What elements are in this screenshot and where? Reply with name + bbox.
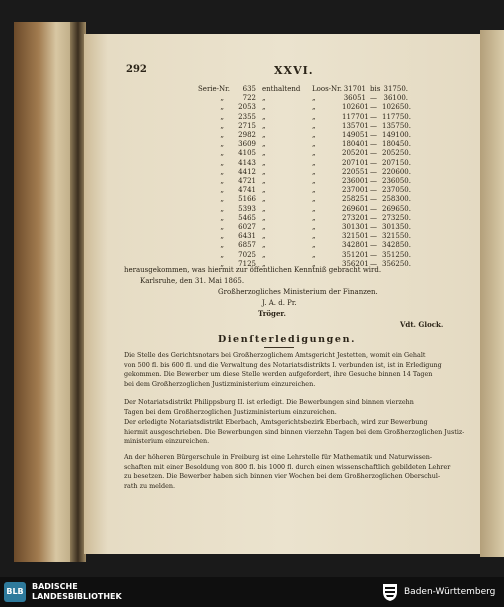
serie-number: 6027 <box>238 223 256 232</box>
ditto-mark: „ <box>262 232 266 241</box>
ditto-mark: „ <box>262 250 266 259</box>
ditto-mark: „ <box>262 177 266 186</box>
paragraph-3 <box>124 418 464 447</box>
range-dash: — <box>370 131 377 140</box>
ditto-mark: „ <box>262 167 266 176</box>
range-dash: — <box>370 250 377 259</box>
paragraph-1 <box>124 351 464 390</box>
ditto-mark: „ <box>262 204 266 213</box>
range-dash: — <box>370 213 377 222</box>
lottery-row <box>198 213 411 223</box>
lottery-row <box>198 94 408 103</box>
paragraph-line: zu besetzen. Die Bewerber haben sich binnen vier Wochen bei dem Großherzoglichen Oberschul- <box>124 472 441 481</box>
paragraph-line: bei dem Großherzoglichen Justizministerium einzureichen. <box>124 380 316 389</box>
library-name-line-1: BADISCHE <box>32 582 78 591</box>
paragraph-line: rath zu melden. <box>124 482 176 491</box>
loos-from: 31701 <box>343 85 366 93</box>
loos-from: 351201 <box>342 250 369 259</box>
serie-number: 4143 <box>238 158 256 167</box>
lottery-header-loos: Loos-Nr. <box>312 85 342 93</box>
loos-from: 207101 <box>342 158 369 167</box>
ditto-mark: „ <box>312 112 316 121</box>
state-name[interactable]: Baden-Württemberg <box>404 587 496 597</box>
paragraph-line: ministerium einzureichen. <box>124 437 210 446</box>
page-number: 292 <box>126 64 147 75</box>
loos-to: 301350. <box>382 223 411 232</box>
loos-from: 236001 <box>342 177 369 186</box>
serie-number: 7125 <box>238 259 256 268</box>
loos-to: 237050. <box>382 186 411 195</box>
ditto-mark: „ <box>220 112 224 121</box>
range-dash: — <box>370 112 377 121</box>
ditto-mark: „ <box>262 121 266 130</box>
ditto-mark: „ <box>262 131 266 140</box>
ditto-mark: „ <box>312 195 316 204</box>
ditto-mark: „ <box>312 131 316 140</box>
loos-from: 102601 <box>342 103 369 112</box>
ditto-mark: „ <box>262 149 266 158</box>
paragraph-line: hiermit ausgeschrieben. Die Bewerbungen sind binnen vierzehn Tagen bei dem Großherzoglichen Justiz- <box>124 427 464 436</box>
ditto-mark: „ <box>262 94 266 103</box>
range-dash: — <box>370 232 377 241</box>
serie-number: 722 <box>242 94 256 103</box>
loos-to: 220600. <box>382 167 411 176</box>
signoff-line: Karlsruhe, den 31. Mai 1865. <box>140 277 245 285</box>
lottery-row <box>198 121 411 131</box>
paragraph-4 <box>124 453 464 492</box>
lottery-row <box>198 140 411 149</box>
lottery-row <box>198 250 411 260</box>
serie-number: 5393 <box>238 204 256 213</box>
signer-name: Tröger. <box>258 309 286 318</box>
ditto-mark: „ <box>220 259 224 268</box>
paragraph-line: Der erledigte Notariatsdistrikt Eberbach, Amtsgerichtsbezirk Eberbach, wird zur Bewerbung <box>124 418 428 426</box>
serie-number: 7025 <box>238 250 256 259</box>
serie-number: 2715 <box>238 121 256 130</box>
lottery-row <box>198 158 411 168</box>
serie-number: 2053 <box>238 103 256 112</box>
ditto-mark: „ <box>312 158 316 167</box>
serie-number: 4105 <box>238 149 256 158</box>
left-page-edge <box>14 22 74 562</box>
loos-to: 205250. <box>382 149 411 158</box>
serie-number: 2982 <box>238 131 256 140</box>
ditto-mark: „ <box>220 167 224 176</box>
serie-number: 5166 <box>238 195 256 204</box>
ditto-mark: „ <box>220 232 224 241</box>
ditto-mark: „ <box>262 158 266 167</box>
ditto-mark: „ <box>220 131 224 140</box>
ministry-line: Großherzogliches Ministerium der Finanzen. <box>218 288 378 296</box>
ditto-mark: „ <box>220 140 224 149</box>
ditto-mark: „ <box>312 213 316 222</box>
serie-number: 635 <box>242 85 256 93</box>
ditto-mark: „ <box>262 259 266 268</box>
state-crest-icon <box>380 582 400 602</box>
blb-logo[interactable]: BLB <box>4 582 26 602</box>
ditto-mark: „ <box>262 103 266 112</box>
loos-to: 207150. <box>382 158 411 167</box>
lottery-row <box>198 112 411 122</box>
loos-to: 269650. <box>382 204 411 213</box>
range-dash: — <box>370 167 377 176</box>
range-dash: — <box>370 259 377 268</box>
ditto-mark: „ <box>312 177 316 186</box>
serie-number: 4412 <box>238 167 256 176</box>
ditto-mark: „ <box>262 241 266 250</box>
range-dash: — <box>370 149 377 158</box>
ditto-mark: „ <box>220 213 224 222</box>
range-dash: — <box>370 94 377 103</box>
loos-to: 321550. <box>382 232 411 241</box>
ditto-mark: „ <box>312 94 316 103</box>
loos-to: 31750. <box>383 85 408 93</box>
serie-number: 2355 <box>238 112 256 121</box>
range-dash: — <box>370 186 377 195</box>
ditto-mark: „ <box>220 241 224 250</box>
serie-number: 6857 <box>238 241 256 250</box>
loos-to: 258300. <box>382 195 411 204</box>
lottery-header-serie: Serie-Nr. <box>198 85 230 93</box>
ditto-mark: „ <box>312 103 316 112</box>
paragraph-line: Tagen bei dem Großherzoglichen Justizministerium einzureichen. <box>124 407 337 416</box>
paragraph-2 <box>124 398 464 417</box>
ditto-mark: „ <box>312 223 316 232</box>
lottery-row <box>198 167 411 177</box>
loos-to: 36100. <box>383 94 408 103</box>
ditto-mark: „ <box>220 204 224 213</box>
lottery-header-enthaltend: enthaltend <box>262 85 301 93</box>
ditto-mark: „ <box>220 250 224 259</box>
paragraph-line: von 500 fl. bis 600 fl. und die Verwaltung des Notariatsdistrikts I. verbunden ist, ist in Erledigung <box>124 360 442 369</box>
range-dash: — <box>370 195 377 204</box>
ditto-mark: „ <box>312 167 316 176</box>
bis-word: bis <box>370 85 381 93</box>
loos-from: 342801 <box>342 241 369 250</box>
loos-from: 205201 <box>342 149 369 158</box>
serie-number: 3609 <box>238 140 256 149</box>
serie-number: 4721 <box>238 177 256 186</box>
ditto-mark: „ <box>262 223 266 232</box>
paragraph-line: Die Stelle des Gerichtsnotars bei Großherzoglichem Amtsgericht Jestetten, womit ein Gehalt <box>124 351 426 359</box>
ditto-mark: „ <box>220 94 224 103</box>
ditto-mark: „ <box>220 195 224 204</box>
loos-to: 180450. <box>382 140 411 149</box>
library-name[interactable] <box>32 582 122 602</box>
loos-to: 236050. <box>382 177 411 186</box>
loos-from: 301301 <box>342 223 369 232</box>
ditto-mark: „ <box>220 103 224 112</box>
loos-from: 220551 <box>342 167 369 176</box>
ditto-mark: „ <box>312 140 316 149</box>
loos-to: 356250. <box>382 259 411 268</box>
loos-from: 269601 <box>342 204 369 213</box>
ditto-mark: „ <box>312 204 316 213</box>
loos-from: 237001 <box>342 186 369 195</box>
ditto-mark: „ <box>312 241 316 250</box>
range-dash: — <box>370 223 377 232</box>
ditto-mark: „ <box>220 121 224 130</box>
range-dash: — <box>370 103 377 112</box>
ditto-mark: „ <box>262 213 266 222</box>
lottery-row <box>198 103 411 112</box>
serie-number: 4741 <box>238 186 256 195</box>
countersigner-name: Vdt. Glock. <box>400 320 444 329</box>
paragraph-line: schaften mit einer Besoldung von 800 fl. bis 1000 fl. durch einen wissenschaftlich gebildeten Lehrer <box>124 462 451 471</box>
section-heading: Dienſterledigungen. <box>218 334 356 345</box>
loos-from: 258251 <box>342 195 369 204</box>
lottery-row <box>198 85 408 94</box>
loos-to: 102650. <box>382 103 411 112</box>
serie-number: 5465 <box>238 213 256 222</box>
section-number: XXVI. <box>274 64 314 77</box>
lottery-row <box>198 149 411 158</box>
lottery-row <box>198 177 411 186</box>
ditto-mark: „ <box>262 112 266 121</box>
loos-from: 36051 <box>343 94 366 103</box>
ditto-mark: „ <box>312 149 316 158</box>
ditto-mark: „ <box>220 158 224 167</box>
loos-to: 273250. <box>382 213 411 222</box>
lottery-row <box>198 241 411 250</box>
loos-from: 117701 <box>342 112 369 121</box>
loos-to: 149100. <box>382 131 411 140</box>
abbreviation-line: J. A. d. Pr. <box>262 299 297 307</box>
range-dash: — <box>370 204 377 213</box>
ditto-mark: „ <box>220 186 224 195</box>
right-page-edge <box>480 30 504 557</box>
range-dash: — <box>370 158 377 167</box>
ditto-mark: „ <box>312 250 316 259</box>
ditto-mark: „ <box>312 232 316 241</box>
loos-from: 321501 <box>342 232 369 241</box>
lottery-row <box>198 195 411 204</box>
ditto-mark: „ <box>262 195 266 204</box>
range-dash: — <box>370 177 377 186</box>
library-name-line-2: LANDESBIBLIOTHEK <box>32 592 122 601</box>
ditto-mark: „ <box>312 121 316 130</box>
ditto-mark: „ <box>220 177 224 186</box>
loos-from: 135701 <box>342 121 369 130</box>
loos-from: 356201 <box>342 259 369 268</box>
serie-number: 6431 <box>238 232 256 241</box>
ditto-mark: „ <box>312 186 316 195</box>
ditto-mark: „ <box>312 259 316 268</box>
ditto-mark: „ <box>220 149 224 158</box>
lottery-row <box>198 186 411 195</box>
lottery-row <box>198 223 411 232</box>
lottery-table <box>198 85 411 269</box>
paragraph-line: gekommen. Die Bewerber um diese Stelle werden aufgefordert, ihre Gesuche binnen 14 Tagen <box>124 370 433 379</box>
loos-to: 342850. <box>382 241 411 250</box>
loos-to: 135750. <box>382 121 411 130</box>
range-dash: — <box>370 121 377 130</box>
ditto-mark: „ <box>220 223 224 232</box>
ditto-mark: „ <box>262 186 266 195</box>
notice-line: herausgekommen, was hiermit zur öffentlichen Kenntniß gebracht wird. <box>124 266 382 274</box>
loos-to: 117750. <box>382 112 411 121</box>
lottery-row <box>198 204 411 214</box>
paragraph-line: Der Notariatsdistrikt Philippsburg II. ist erledigt. Die Bewerbungen sind binnen vierzehn <box>124 398 414 406</box>
ditto-mark: „ <box>262 140 266 149</box>
loos-to: 351250. <box>382 250 411 259</box>
range-dash: — <box>370 140 377 149</box>
range-dash: — <box>370 241 377 250</box>
paragraph-line: An der höheren Bürgerschule in Freiburg ist eine Lehrstelle für Mathematik und Naturwissen- <box>124 453 433 461</box>
loos-from: 273201 <box>342 213 369 222</box>
lottery-row <box>198 232 411 241</box>
lottery-row <box>198 131 411 140</box>
loos-from: 149051 <box>342 131 369 140</box>
heading-rule <box>264 347 294 348</box>
loos-from: 180401 <box>342 140 369 149</box>
